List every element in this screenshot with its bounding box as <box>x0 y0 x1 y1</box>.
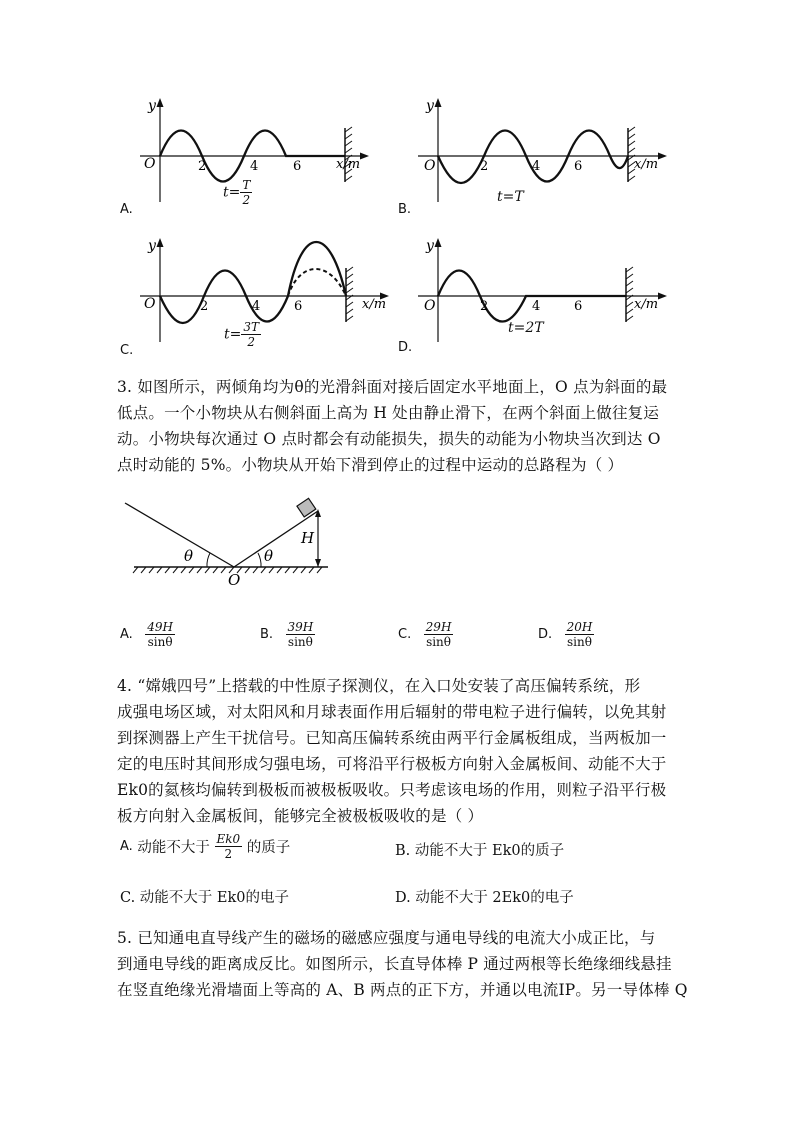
q3-option-a-num: 49H <box>147 620 173 634</box>
y-arrow <box>435 98 442 107</box>
tick-4: 4 <box>532 159 541 174</box>
wall-hatch <box>626 267 633 321</box>
tick-4: 4 <box>252 299 261 314</box>
q3-option-a-letter: A. <box>120 627 133 642</box>
q3-option-b-letter: B. <box>260 627 274 642</box>
tick-2: 2 <box>480 299 489 314</box>
q4-option-d: D. 动能不大于 2Ek0的电子 <box>395 890 574 906</box>
tick-4: 4 <box>532 299 541 314</box>
q3-option-c <box>398 620 453 649</box>
q3-line-4: 点时动能的 5%。小物块从开始下滑到停止的过程中运动的总路程为（ ） <box>117 456 624 474</box>
origin-label: O <box>144 156 156 172</box>
x-arrow <box>658 153 667 160</box>
q4-line-4: 定的电压时其间形成匀强电场，可将沿平行极板方向射入金属板间、动能不大于 <box>117 755 667 773</box>
option-d-letter: D. <box>398 340 413 355</box>
q4-option-a-post: 的质子 <box>246 840 291 856</box>
wave-curve <box>438 131 628 184</box>
q4-option-c: C. 动能不大于 Ek0的电子 <box>120 890 290 906</box>
tick-6: 6 <box>293 159 302 174</box>
caption-a-num: T <box>242 178 251 192</box>
y-label: y <box>148 238 156 254</box>
q4-option-a-den: 2 <box>224 847 233 861</box>
right-angle-arc <box>258 553 261 567</box>
caption-a-prefix: t= <box>223 184 241 201</box>
incline-figure <box>120 495 340 595</box>
q4-option-a-pre: 动能不大于 <box>137 840 210 856</box>
q4-option-b: B. 动能不大于 Ek0的质子 <box>395 843 565 859</box>
q4-line-5: Ek0的氦核均偏转到极板而被极板吸收。只考虑该电场的作用，则粒子沿平行极 <box>117 781 667 799</box>
x-arrow <box>360 153 369 160</box>
q4-line-6: 板方向射入金属板间，能够完全被极板吸收的是（ ） <box>117 807 484 825</box>
theta-right: θ <box>264 547 274 565</box>
caption-c-prefix: t= <box>224 326 242 343</box>
wall-hatch <box>346 267 353 321</box>
q3-option-c-letter: C. <box>398 627 412 642</box>
wall-hatch <box>345 127 352 181</box>
tick-6: 6 <box>294 299 303 314</box>
q3-option-d-letter: D. <box>538 627 553 642</box>
caption-a-den: 2 <box>242 193 251 207</box>
q4-option-a <box>120 832 290 861</box>
q3-option-a-den: sinθ <box>147 635 173 649</box>
y-arrow <box>157 238 164 247</box>
o-label: O <box>228 571 241 589</box>
x-label: x/m <box>634 157 659 172</box>
caption-b: t=T <box>497 189 524 205</box>
y-label: y <box>148 98 156 114</box>
caption-d: t=2T <box>508 320 544 336</box>
tick-2: 2 <box>480 159 489 174</box>
caption-a <box>223 178 252 207</box>
y-label: y <box>426 238 434 254</box>
y-label: y <box>426 98 434 114</box>
tick-4: 4 <box>250 159 259 174</box>
y-arrow <box>157 98 164 107</box>
option-b-letter: B. <box>398 202 412 217</box>
q4-line-1: 4. “嫦娥四号”上搭载的中性原子探测仪，在入口处安装了高压偏转系统，形 <box>117 677 641 695</box>
origin-label: O <box>424 298 436 314</box>
tick-6: 6 <box>574 159 583 174</box>
option-c-letter: C. <box>120 343 134 358</box>
q3-option-a <box>120 620 175 649</box>
dashed-curve <box>288 269 346 296</box>
origin-label: O <box>424 158 436 174</box>
theta-left: θ <box>184 547 194 565</box>
left-incline <box>125 503 234 567</box>
tick-2: 2 <box>198 159 207 174</box>
q5-line-2: 到通电导线的距离成反比。如图所示，长直导体棒 P 通过两根等长绝缘细线悬挂 <box>117 955 672 973</box>
tick-6: 6 <box>574 299 583 314</box>
q3-option-d-den: sinθ <box>567 635 592 649</box>
q3-option-b-num: 39H <box>287 620 314 634</box>
origin-label: O <box>144 296 156 312</box>
wave-graph-c <box>140 232 390 357</box>
height-label: H <box>301 529 315 547</box>
q5-line-1: 5. 已知通电直导线产生的磁场的磁感应强度与通电导线的电流大小成正比，与 <box>117 929 656 947</box>
q4-line-2: 成强电场区域，对太阳风和月球表面作用后辐射的带电粒子进行偏转，以免其射 <box>117 703 667 721</box>
wave-graph-b <box>418 92 668 217</box>
q4-option-a-num: Ek0 <box>216 832 241 846</box>
q5-line-3: 在竖直绝缘光滑墙面上等高的 A、B 两点的正下方，并通以电流IP。另一导体棒 Q <box>117 981 688 999</box>
q3-option-c-num: 29H <box>425 620 452 634</box>
height-arrow-bottom <box>315 559 321 567</box>
left-angle-arc <box>207 553 210 567</box>
wave-graph-d <box>418 232 668 357</box>
x-label: x/m <box>336 157 361 172</box>
x-label: x/m <box>634 297 659 312</box>
tick-2: 2 <box>200 299 209 314</box>
q3-option-c-den: sinθ <box>426 635 452 649</box>
caption-c <box>224 320 261 349</box>
q3-option-b-den: sinθ <box>287 635 313 649</box>
y-arrow <box>435 238 442 247</box>
q3-line-2: 低点。一个小物块从右侧斜面上高为 H 处由静止滑下，在两个斜面上做往复运 <box>117 404 660 422</box>
q3-line-1: 3. 如图所示，两倾角均为θ的光滑斜面对接后固定水平地面上，O 点为斜面的最 <box>117 378 668 396</box>
q3-option-d <box>538 620 594 649</box>
x-arrow <box>658 293 667 300</box>
q3-option-b <box>260 620 315 649</box>
caption-c-den: 2 <box>247 335 255 349</box>
x-label: x/m <box>362 297 387 312</box>
option-a-letter: A. <box>120 202 133 217</box>
wall-hatch <box>628 127 635 181</box>
wave-graph-a <box>140 92 370 217</box>
q4-line-3: 到探测器上产生干扰信号。已知高压偏转系统由两平行金属板组成，当两板加一 <box>117 729 667 747</box>
caption-c-num: 3T <box>243 320 259 334</box>
q3-option-d-num: 20H <box>566 620 593 634</box>
q3-line-3: 动。小物块每次通过 O 点时都会有动能损失，损失的动能为小物块当次到达 O <box>117 430 661 448</box>
q4-option-a-letter: A. <box>120 839 133 854</box>
